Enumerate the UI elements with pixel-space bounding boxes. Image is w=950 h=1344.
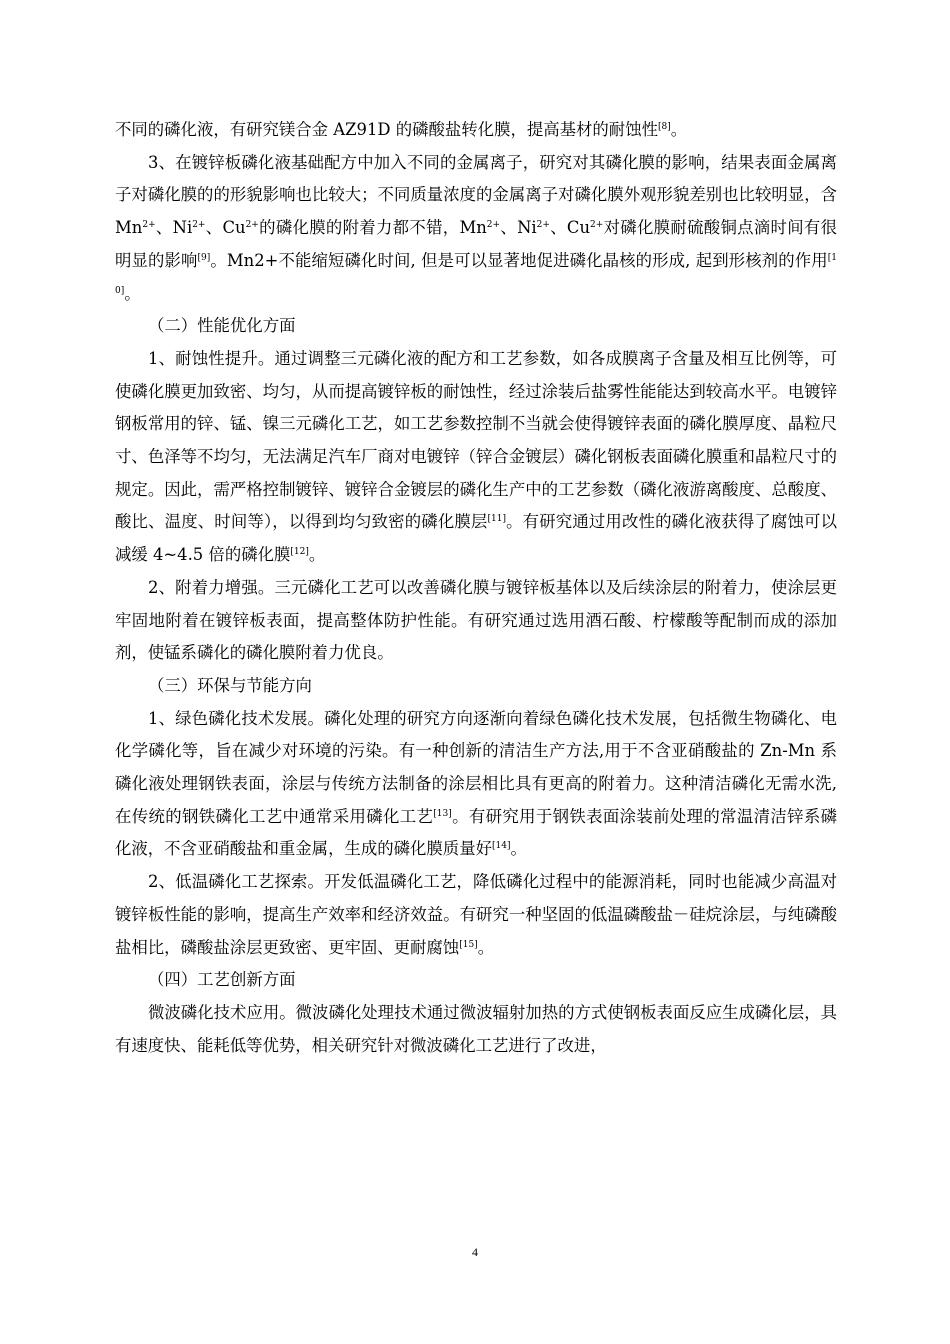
citation-superscript: 2+ — [192, 220, 206, 231]
text-segment: 2、附着力增强。三元磷化工艺可以改善磷化膜与镀锌板基体以及后续涂层的附着力，使涂层更牢固地附着在镀锌板表面，提高整体防护性能。有研究通过选用酒石酸、柠檬酸等配制而成的添加剂，使锰系磷化的磷化膜附着力优良。 — [115, 577, 837, 663]
citation-superscript: [8] — [657, 122, 671, 132]
text-segment: （二）性能优化方面 — [148, 316, 296, 336]
body-paragraph — [115, 997, 837, 1062]
text-segment: 、Cu — [205, 218, 246, 238]
text-segment: 不同的磷化液，有研究镁合金 AZ91D 的磷酸盐转化膜，提高基材的耐蚀性 — [115, 120, 658, 139]
citation-superscript: 2+ — [486, 220, 501, 231]
citation-superscript: [10] — [115, 252, 838, 296]
citation-superscript: 2+ — [590, 220, 604, 231]
document-body — [115, 114, 837, 1062]
citation-superscript: [14] — [491, 841, 511, 852]
text-segment: 1、耐蚀性提升。通过调整三元磷化液的配方和工艺参数，如各成膜离子含量及相互比例等，可使磷化膜更加致密、均匀，从而提高镀锌板的耐蚀性，经过涂装后盐雾性能能达到较高水平。电镀锌钢板常用的锌、锰、镍三元磷化工艺，如工艺参数控制不当就会使得镀锌表面的磷化膜厚度、晶粒尺寸、色泽等不均匀，无法满足汽车厂商对电镀锌（锌合金镀层）磷化钢板表面磷化膜重和晶粒尺寸的规定。因此，需严格控制镀锌、镀锌合金镀层的磷化生产中的工艺参数（磷化液游离酸度、总酸度、酸比、温度、时间等），以得到均匀致密的磷化膜层 — [115, 348, 837, 532]
citation-superscript: [9] — [197, 252, 211, 263]
text-segment: 微波磷化技术应用。微波磷化处理技术通过微波辐射加热的方式使钢板表面反应生成磷化层，具有速度快、能耗低等优势，相关研究针对微波磷化工艺进行了改进， — [115, 1002, 837, 1055]
section-heading — [115, 964, 837, 997]
text-segment: 、Ni — [500, 218, 537, 238]
body-paragraph — [115, 147, 837, 311]
text-segment: 。 — [124, 283, 141, 303]
body-paragraph — [115, 866, 837, 964]
body-paragraph — [115, 343, 837, 572]
citation-superscript: [13] — [433, 808, 452, 819]
text-segment: 3、在镀锌板磷化液基础配方中加入不同的金属离子，研究对其磷化膜的影响，结果表面金属离子对磷化膜的的形貌影响也比较大；不同质量浓度的金属离子对磷化膜外观形貌差别也比较明显，含 Mn — [115, 152, 837, 238]
text-segment: 、Cu — [549, 218, 591, 238]
text-segment: 。有研究用于钢铁表面涂装前处理的常温清洁锌系磷化液，不含亚硝酸盐和重金属，生成的磷化膜质量好 — [115, 806, 838, 859]
text-segment: 。有研究通过用改性的磷化液获得了腐蚀可以减缓 4~4.5 倍的磷化膜 — [115, 512, 837, 565]
citation-superscript: [15] — [459, 939, 478, 950]
text-segment: 。 — [670, 120, 688, 139]
text-segment: 1、绿色磷化技术发展。磷化处理的研究方向逐渐向着绿色磷化技术发展，包括微生物磷化、电化学磷化等，旨在减少对环境的污染。有一种创新的清洁生产方法,用于不含亚硝酸盐的 Zn-Mn 系磷化液处理钢铁表面，涂层与传统方法制备的涂层相比具有更高的附着力。这种清洁磷化无需水洗,在传统的钢铁磷化工艺中通常采用磷化工艺 — [115, 708, 837, 826]
page-number: 4 — [472, 1245, 478, 1259]
text-segment: 。Mn2+不能缩短磷化时间, 但是可以显著地促进磷化晶核的形成, 起到形核剂的作用 — [210, 250, 828, 270]
text-segment: 。 — [308, 545, 326, 565]
section-heading — [115, 670, 837, 703]
text-segment: 。 — [510, 839, 527, 859]
body-paragraph — [115, 703, 837, 867]
citation-superscript: 2+ — [142, 220, 156, 231]
citation-superscript: 2+ — [245, 220, 259, 231]
section-heading — [115, 310, 837, 343]
citation-superscript: [12] — [290, 547, 309, 558]
body-paragraph — [115, 114, 837, 147]
text-segment: 2、低温磷化工艺探索。开发低温磷化工艺，降低磷化过程中的能源消耗，同时也能减少高温对镀锌板性能的影响，提高生产效率和经济效益。有研究一种坚固的低温磷酸盐－硅烷涂层，与纯磷酸盐相比，磷酸盐涂层更致密、更牢固、更耐腐蚀 — [115, 872, 837, 957]
text-segment: 对磷化膜耐硫酸铜点滴时间有很明显的影响 — [115, 218, 837, 270]
text-segment: （三）环保与节能方向 — [148, 675, 312, 695]
text-segment: 、Ni — [155, 218, 193, 238]
text-segment: 的磷化膜的附着力都不错，Mn — [258, 218, 487, 238]
text-segment: （四）工艺创新方面 — [148, 970, 296, 990]
body-paragraph — [115, 572, 837, 670]
text-segment: 。 — [477, 937, 495, 957]
citation-superscript: [11] — [487, 514, 506, 525]
citation-superscript: 2+ — [536, 220, 550, 231]
